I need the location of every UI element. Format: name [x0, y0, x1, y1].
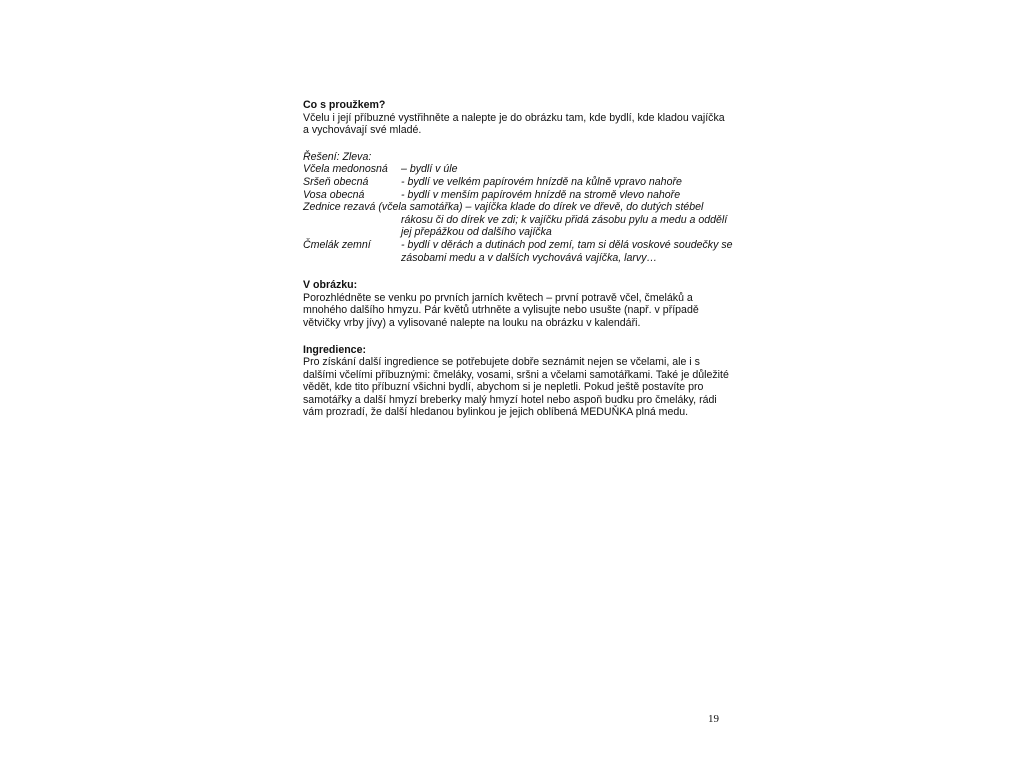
strip-heading: Co s proužkem?: [303, 99, 386, 111]
solution-section: [303, 151, 733, 264]
solution-row-name: Vosa obecná: [303, 188, 365, 201]
solution-row-desc: - bydlí v děrách a dutinách pod zemí, tam si dělá voskové soudečky se zásobami medu a v dalších vychovává vajíčka, larvy…: [401, 238, 733, 264]
solution-row-desc: – bydlí v úle: [401, 163, 458, 176]
solution-row: [303, 189, 733, 202]
solution-row-name: Čmelák zemní: [303, 238, 371, 251]
solution-row-desc: - bydlí ve velkém papírovém hnízdě na kůlně vpravo nahoře: [401, 175, 682, 188]
solution-row-name: Včela medonosná: [303, 163, 388, 176]
solution-row-name: Sršeň obecná: [303, 175, 369, 188]
solution-row: [303, 176, 733, 189]
ingredients-section: [303, 344, 733, 420]
solution-intro: Řešení: Zleva:: [303, 150, 372, 163]
page-number: 19: [708, 713, 719, 725]
ingredients-text: Pro získání další ingredience se potřebujete dobře seznámit nejen se včelami, ale i s dalšími včelími příbuznými: čmeláky, vosami, sršni a včelami samotářkami. Také je důležité vědět, kde tito příbuzní všichni bydlí, abychom si je nepletli. Pokud ještě postavíte pro samotářky a další hmyzí breberky malý hmyzí hotel nebo aspoň budku pro čmeláky, rádi vám prozradí, že další hledanou bylinkou je jejich oblíbená MEDUŇKA plná medu.: [303, 356, 729, 419]
strip-text: Včelu i její příbuzné vystřihněte a nalepte je do obrázku tam, kde bydlí, kde kladou vajíčka a vychovávají své mladé.: [303, 111, 725, 137]
solution-row: [303, 239, 733, 264]
picture-text: Porozhlédněte se venku po prvních jarních květech – první potravě včel, čmeláků a mnohého dalšího hmyzu. Pár květů utrhněte a vylisujte nebo usušte (např. v případě větvičky vrby jívy) a vylisované nalepte na louku na obrázku v kalendáři.: [303, 291, 699, 329]
solution-zednice-continuation: rákosu či do dírek ve zdi; k vajíčku přidá zásobu pylu a medu a oddělí jej přepážkou od dalšího vajíčka: [401, 213, 728, 239]
solution-zednice-line: Zednice rezavá (včela samotářka) – vajíčka klade do dírek ve dřevě, do dutých stébel: [303, 201, 704, 214]
solution-row-desc: - bydlí v menším papírovém hnízdě na stromě vlevo nahoře: [401, 188, 681, 201]
picture-section: [303, 279, 733, 329]
page-content: [303, 99, 733, 419]
picture-heading: V obrázku:: [303, 279, 358, 292]
strip-section: [303, 99, 733, 137]
ingredients-heading: Ingredience:: [303, 343, 366, 356]
solution-row: [303, 163, 733, 176]
